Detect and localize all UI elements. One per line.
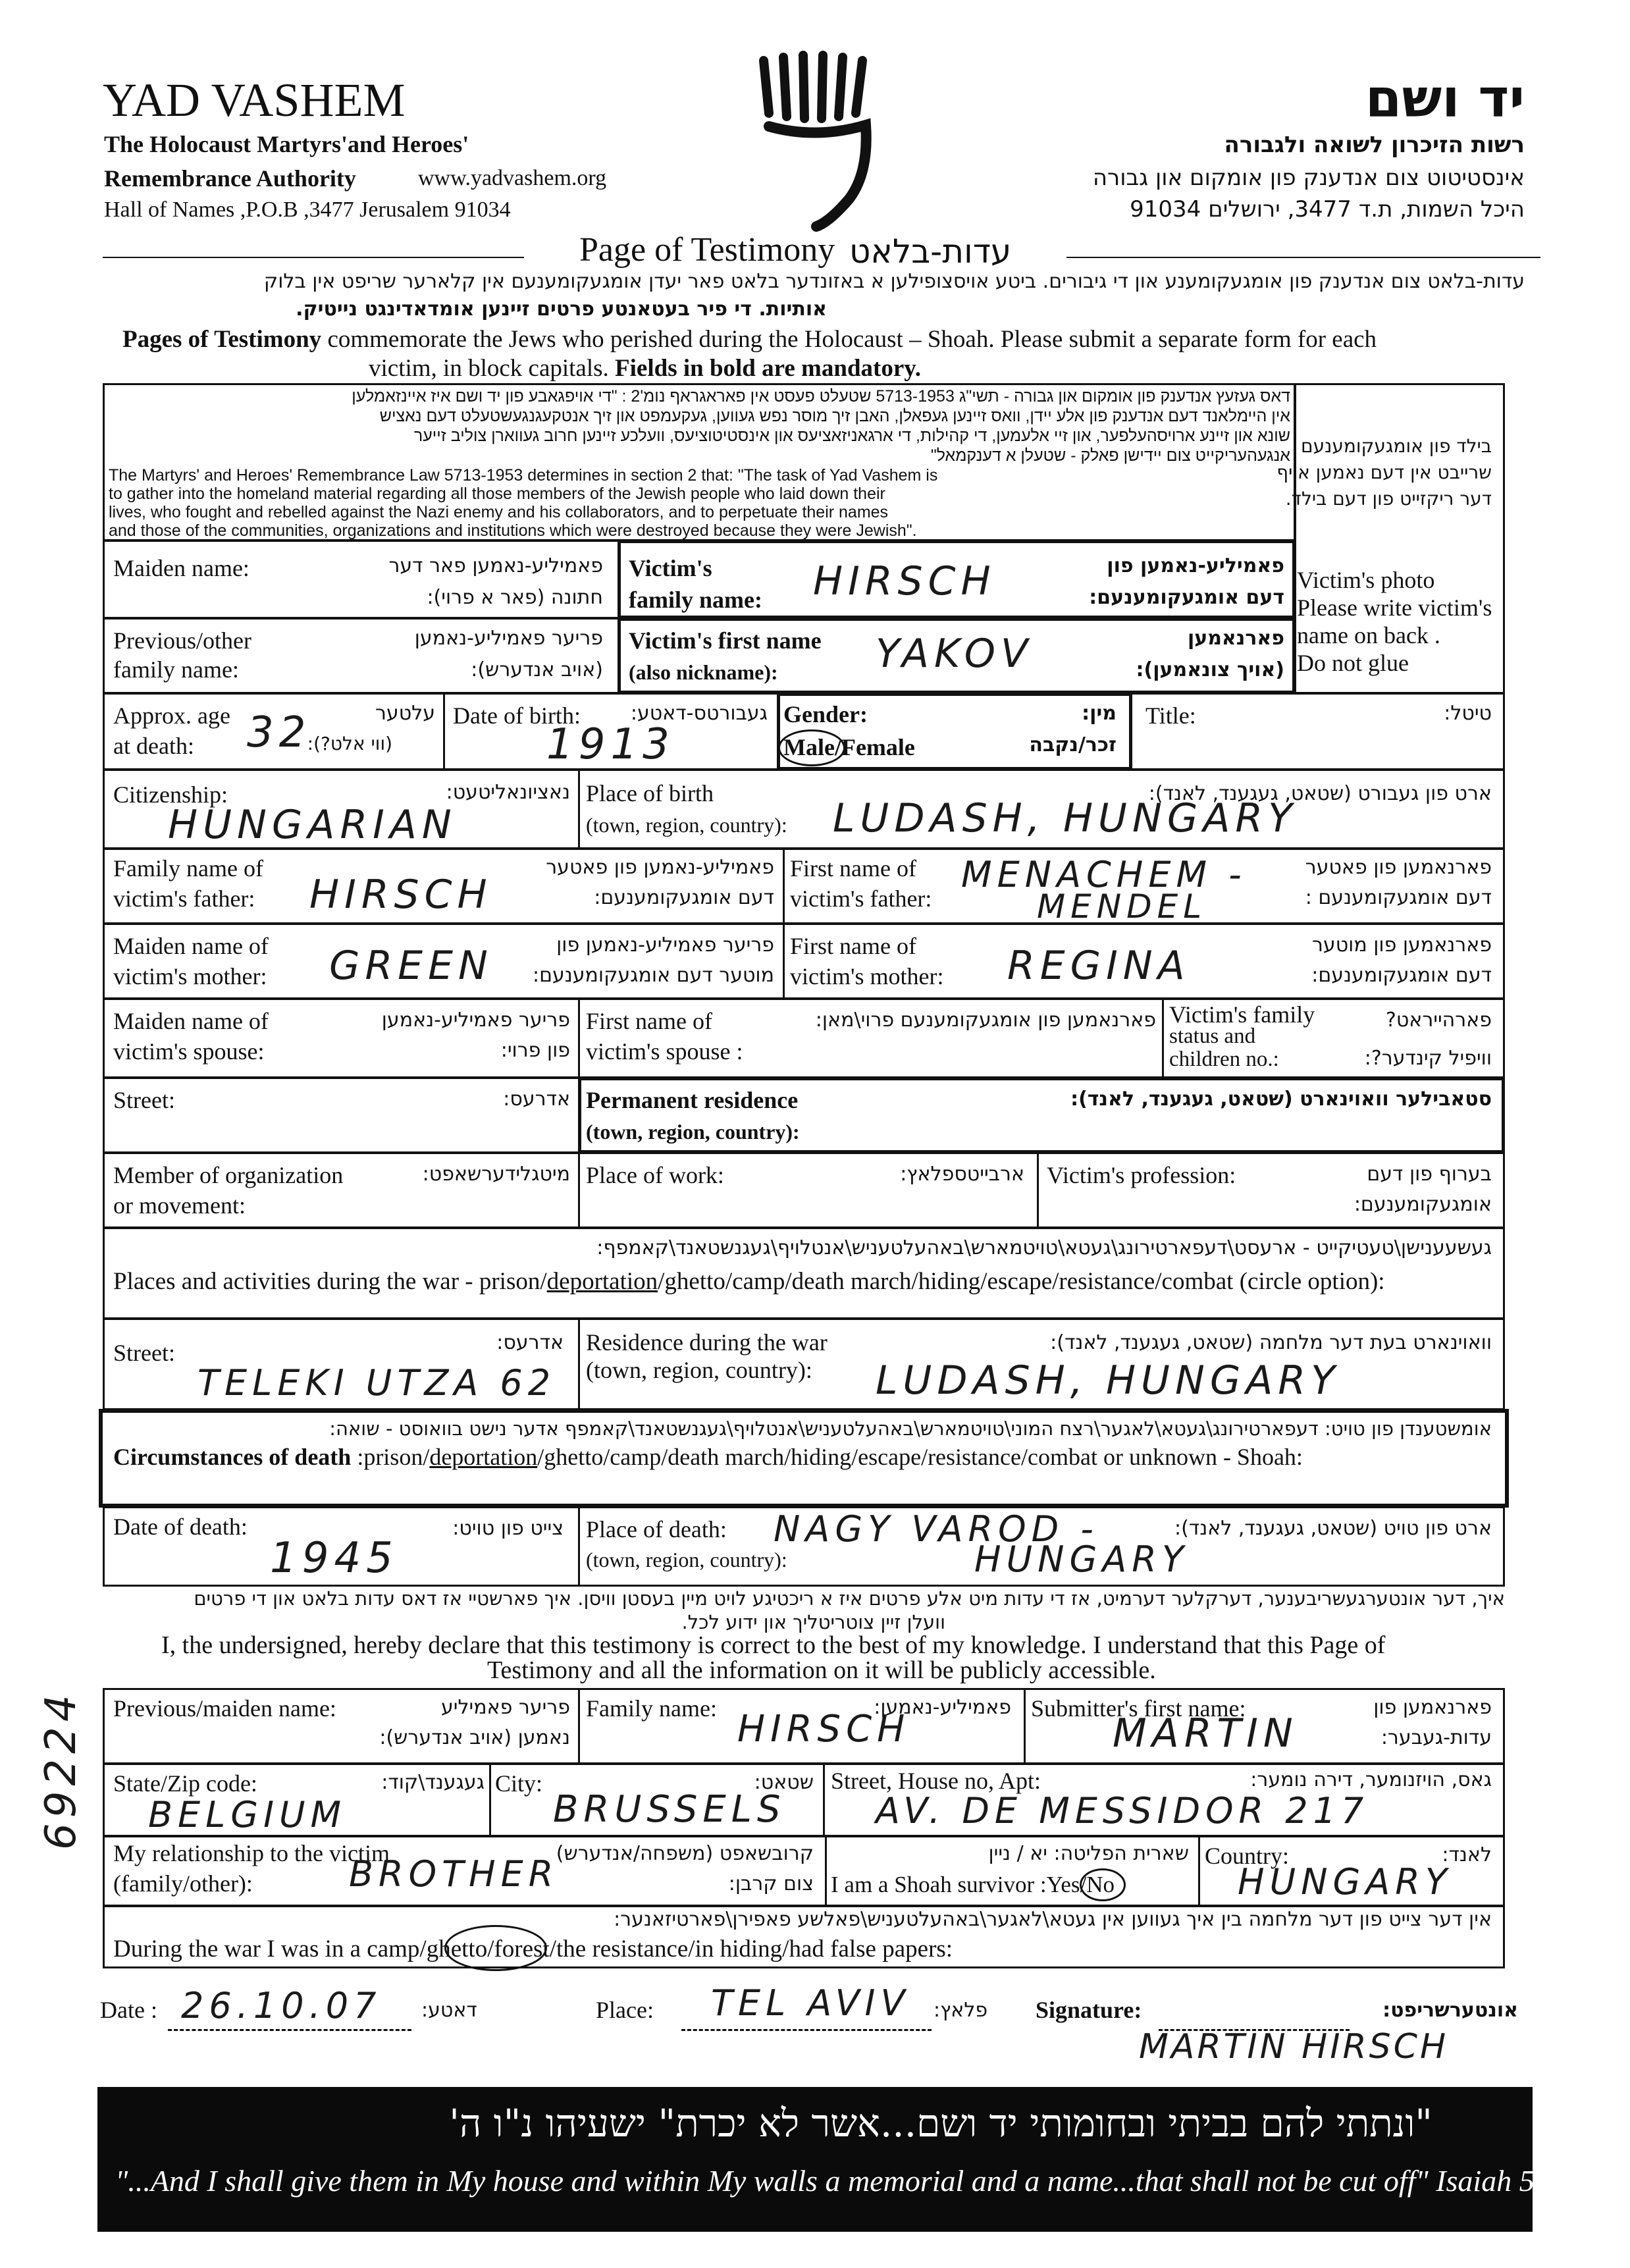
- sub-first-label: Submitter's first name:: [1031, 1695, 1246, 1722]
- mother-first-label1: First name of: [790, 933, 916, 959]
- victim-first-label1: Victim's first name: [629, 627, 822, 654]
- father-first-label1: First name of: [790, 855, 916, 882]
- survivor-yes-circle: [1080, 1868, 1126, 1901]
- mother-maiden-he2: מוטער דעם אומגעקומענעם:: [532, 964, 774, 987]
- street2-he: אדרעס:: [496, 1331, 564, 1354]
- victim-first-he1: פארנאמען: [1187, 627, 1284, 650]
- authority-hebrew: רשות הזיכרון לשואה ולגבורה: [1224, 132, 1525, 158]
- previous-family-he2: (אויב אנדערש):: [471, 658, 603, 681]
- sub-street-value[interactable]: AV. DE MESSIDOR 217: [876, 1790, 1369, 1832]
- age-he2: (ווי אלט?):: [307, 733, 392, 754]
- sub-date-he: דאטע:: [421, 1999, 477, 2022]
- sub-country-he: לאנד:: [1442, 1843, 1492, 1866]
- circumstances-bold: Circumstances of death: [113, 1444, 352, 1470]
- gender-he: מין:: [1082, 702, 1117, 725]
- war-places-he: געשעענישן\טעטיקייט - ארעסט\דעפארטירונג\געטא\טויטמארש\באהעלטעניש\אנטלויף\געגנשטאנד\קאמפף:: [596, 1236, 1492, 1259]
- war-places-en-c: /ghetto/camp/death march/hiding/escape/resistance/combat (circle option):: [658, 1268, 1385, 1295]
- spouse-first-he: פארנאמען פון אומגעקומענעם פרוי\מאן:: [815, 1009, 1156, 1032]
- citizenship-he: נאציונאליטעט:: [446, 781, 570, 804]
- age-he1: עלטער: [375, 702, 435, 725]
- circumstances-en: [113, 1443, 1303, 1471]
- intro-yiddish-2: אותיות. די פיר בעטאנטע פרטים זיינען אומדאדינגט נייטיק.: [296, 298, 827, 321]
- place-work-label: Place of work:: [586, 1162, 724, 1188]
- father-first-label2: victim's father:: [790, 885, 932, 912]
- sub-state-value[interactable]: BELGIUM: [148, 1794, 347, 1835]
- father-first-value2[interactable]: MENDEL: [1037, 887, 1207, 926]
- spouse-first-label1: First name of: [586, 1008, 712, 1034]
- sub-prev-maiden-label: Previous/maiden name:: [113, 1695, 336, 1722]
- father-first-he2: דעם אומגעקומענעם :: [1305, 886, 1492, 909]
- photo-en-2: Please write victim's: [1297, 594, 1492, 621]
- family-status-he2: וויפיל קינדער?:: [1364, 1047, 1492, 1070]
- age-label1: Approx. age: [113, 702, 230, 729]
- declaration-he1: איך, דער אונטערגעשריבענער, דערקלער דערמיט, אז די עדות מיט אלע פרטים איז א ריכטיגע לויט מיין בעסטן וויסן. איך פארשטיי אז דאס עדות בלאט און די פרטים: [194, 1587, 1505, 1610]
- declaration-he2: וועלן זיין צוטריטליך און ידוע לכל.: [681, 1611, 945, 1633]
- address-hebrew: היכל השמות, ת.ד 3477, ירושלים 91034: [1130, 196, 1525, 223]
- victim-family-he1: פאמיליע-נאמען פון: [1107, 554, 1284, 577]
- law-hebrew-2: אין היימלאנד דעם אנדענק פון אלע יידן, וואס זיינען געפאלן, האבן זיך מוסר נפש געווען, געקעמפט און זיך אנטקעגנגעשטעלט דעם נאציש: [379, 407, 1290, 425]
- intro-mandatory: Fields in bold are mandatory.: [615, 355, 921, 382]
- sub-place-he: פלאץ:: [933, 1999, 988, 2022]
- gender-label: Gender:: [783, 701, 868, 727]
- member-org-label1: Member of organization: [113, 1162, 344, 1188]
- street2-label: Street:: [113, 1340, 175, 1366]
- ghetto-circle: [444, 1925, 547, 1971]
- citizenship-label: Citizenship:: [113, 781, 228, 808]
- place-birth-he: ארט פון געבורט (שטאט, געגענד, לאנד):: [1148, 782, 1492, 805]
- member-org-label2: or movement:: [113, 1192, 246, 1219]
- address-en: Hall of Names ,P.O.B ,3477 Jerusalem 91034: [104, 198, 511, 222]
- street1-label: Street:: [113, 1087, 175, 1113]
- sub-prev-maiden-he2: נאמען (אויב אנדערש):: [379, 1726, 570, 1749]
- sub-relationship-label2: (family/other):: [113, 1870, 253, 1897]
- war-residence-label1: Residence during the war: [586, 1329, 828, 1356]
- sub-signature-value[interactable]: MARTIN HIRSCH: [1139, 2027, 1449, 2067]
- member-org-he: מיטגלידערשאפט:: [422, 1163, 570, 1186]
- residence-label1: Permanent residence: [586, 1087, 799, 1113]
- title-rule-left: [103, 257, 524, 258]
- victim-family-he2: דעם אומגעקומענעם:: [1089, 586, 1284, 609]
- page-title-hebrew: עדות-בלאט: [849, 232, 1012, 271]
- father-family-he1: פאמיליע-נאמען פון פאטער: [546, 856, 774, 879]
- org-name-hebrew: יד ושם: [1365, 68, 1525, 129]
- place-death-label2: (town, region, country):: [586, 1548, 787, 1571]
- family-status-he1: פארהייראט?: [1385, 1009, 1492, 1032]
- intro-english-2: [369, 354, 921, 383]
- photo-en-4: Do not glue: [1297, 650, 1409, 676]
- law-hebrew-4: אנגעהעריקייט צום יידישן פאלק - שטעלן א דענקמאל": [930, 446, 1290, 465]
- victim-first-label2: (also nickname):: [629, 660, 778, 684]
- yad-vashem-logo-text: YAD VASHEM: [103, 74, 406, 126]
- sub-date-value[interactable]: 26.10.07: [181, 1985, 382, 2026]
- spouse-maiden-label2: victim's spouse:: [113, 1038, 265, 1065]
- place-death-value2[interactable]: HUNGARY: [974, 1539, 1189, 1580]
- family-status-label2: status and: [1169, 1024, 1256, 1048]
- sub-survivor-en[interactable]: I am a Shoah survivor :Yes/No: [831, 1872, 1115, 1897]
- sub-date-label: Date :: [100, 1997, 157, 2023]
- family-status-label3: children no.:: [1169, 1047, 1279, 1071]
- sub-signature-label: Signature:: [1036, 1997, 1142, 2023]
- gender-he2: זכר/נקבה: [1029, 733, 1117, 756]
- war-residence-value[interactable]: LUDASH, HUNGARY: [876, 1358, 1340, 1404]
- yad-vashem-emblem-icon: [750, 41, 889, 232]
- yiddish-authority: אינסטיטוט צום אנדענק פון אומקום און גבורה: [1092, 165, 1525, 191]
- declaration-en1: I, the undersigned, hereby declare that this testimony is correct to the best of my knowledge. I understand that this Page of: [161, 1631, 1386, 1659]
- place-birth-label2: (town, region, country):: [586, 813, 787, 837]
- circumstances-deportation[interactable]: deportation: [429, 1444, 538, 1470]
- law-english-2: to gather into the homeland material regarding all those members of the Jewish people who laid down their: [109, 485, 885, 503]
- maiden-name-he1: פאמיליע-נאמען פאר דער: [388, 554, 603, 577]
- war-residence-he: וואוינארט בעת דער מלחמה (שטאט, געגענד, לאנד):: [1050, 1331, 1492, 1354]
- father-first-value1[interactable]: MENACHEM -: [961, 854, 1247, 895]
- mother-first-he2: דעם אומגעקומענעם:: [1311, 964, 1492, 987]
- banner-english: "...And I shall give them in My house and within My walls a memorial and a name...that shall not be cut off" Isaiah 56:5: [115, 2164, 1575, 2198]
- sub-city-label: City:: [495, 1770, 543, 1797]
- sub-state-he: געגענד\קוד:: [381, 1771, 485, 1794]
- sub-first-value[interactable]: MARTIN: [1113, 1710, 1298, 1756]
- title-label: Title:: [1145, 702, 1196, 729]
- mother-first-he1: פארנאמען פון מוטער: [1312, 934, 1492, 957]
- citizenship-value[interactable]: HUNGARIAN: [168, 802, 457, 848]
- law-english-3: lives, who fought and rebelled against the Nazi enemy and his collaborators, and to perpetuate their names: [109, 503, 889, 521]
- residence-label2: (town, region, country):: [586, 1120, 800, 1144]
- circumstances-he: אומשטענדן פון טויט: דעפארטירונג\געטא\לאגער\רצח המוני\טויטמארש\באהעלטעניש\אנטלויף\געגנשטאנד\קאמפף אדער נישט בוואוסט - שואה:: [329, 1417, 1492, 1440]
- mother-maiden-label1: Maiden name of: [113, 933, 269, 959]
- photo-en-3: name on back .: [1297, 622, 1440, 648]
- maiden-name-label: Maiden name:: [113, 555, 250, 581]
- law-hebrew-1: דאס געזעץ אנדענק פון אומקום און גבורה - תשי"ג 5713-1953 שטעלט פעסט אין פאראגראף נומ'2 : "די אויפגאבע פון יד ושם איז איינזאמלען: [352, 387, 1290, 406]
- sub-relationship-he2: צום קרבן:: [728, 1872, 814, 1895]
- mother-first-value[interactable]: REGINA: [1007, 943, 1190, 989]
- intro-text: commemorate the Jews who perished during the Holocaust – Shoah. Please submit a separate form for each: [321, 326, 1377, 353]
- mother-maiden-value[interactable]: GREEN: [329, 943, 493, 989]
- side-record-number: 69224: [37, 1689, 86, 1850]
- dob-label: Date of birth:: [453, 702, 581, 729]
- previous-family-he1: פריער פאמיליע-נאמען: [414, 627, 603, 650]
- sub-family-he: פאמיליע-נאמען:: [874, 1696, 1011, 1719]
- sub-family-value[interactable]: HIRSCH: [737, 1708, 910, 1751]
- circumstances-en-b: :prison/: [351, 1444, 430, 1470]
- sub-street-he: גאס, הויזנומער, דירה נומער:: [1250, 1768, 1492, 1791]
- circumstances-en-d: /ghetto/camp/death march/hiding/escape/resistance/combat or unknown - Shoah:: [537, 1444, 1303, 1470]
- victim-family-label2: family name:: [629, 587, 762, 613]
- war-residence-label2: (town, region, country):: [586, 1357, 812, 1383]
- father-first-he1: פארנאמען פון פאטער: [1305, 856, 1492, 879]
- authority-line2: Remembrance Authority: [104, 165, 356, 192]
- intro-bold: Pages of Testimony: [122, 326, 322, 353]
- authority-line1: The Holocaust Martyrs'and Heroes': [104, 131, 469, 157]
- banner-hebrew: "ונתתי להם בביתי ובחומותי יד ושם...אשר לא יכרת" ישעיהו נ"ו ה': [449, 2101, 1433, 2146]
- date-death-value[interactable]: 1945: [270, 1534, 398, 1583]
- sub-during-war-en[interactable]: During the war I was in a camp/ghetto/forest/the resistance/in hiding/had false papers:: [113, 1936, 953, 1963]
- date-death-label: Date of death:: [113, 1514, 248, 1540]
- sub-country-label: Country:: [1205, 1843, 1290, 1869]
- law-english-4: and those of the communities, organizations and institutions which were destroyed because they were Jewish".: [109, 521, 917, 540]
- title-rule-right: [1066, 257, 1540, 258]
- spouse-maiden-he1: פריער פאמיליע-נאמען: [381, 1009, 570, 1032]
- mother-first-label2: victim's mother:: [790, 963, 944, 989]
- spouse-first-label2: victim's spouse :: [586, 1038, 743, 1065]
- gender-male-circle: [778, 729, 845, 766]
- sub-country-value[interactable]: HUNGARY: [1238, 1861, 1452, 1903]
- war-places-en: [113, 1268, 1385, 1296]
- sub-state-label: State/Zip code:: [113, 1770, 257, 1797]
- sub-signature-he: אונטערשריפט:: [1382, 1999, 1518, 2022]
- place-birth-label1: Place of birth: [586, 780, 714, 806]
- sub-relationship-label1: My relationship to the victim: [113, 1840, 390, 1866]
- victim-first-value[interactable]: YAKOV: [876, 631, 1034, 677]
- gender-options[interactable]: Male/Female: [783, 734, 915, 760]
- spouse-maiden-label1: Maiden name of: [113, 1008, 269, 1034]
- intro-yiddish-1: עדות-בלאט צום אנדענק פון אומגעקומענע און די גיבורים. ביטע אויסצופילען א באזונדער בלאט פאר יעדן אומגעקומענעם אין קלארער שריפט אין בלוק: [263, 270, 1525, 293]
- war-places-deportation[interactable]: deportation: [546, 1268, 658, 1295]
- previous-family-label1: Previous/other: [113, 627, 251, 654]
- mother-maiden-label2: victim's mother:: [113, 963, 267, 989]
- victim-family-label1: Victim's: [629, 555, 712, 581]
- sub-family-label: Family name:: [586, 1695, 717, 1722]
- dob-he: געבורטס-דאטע:: [630, 702, 768, 725]
- photo-hebrew-1: בילד פון אומגעקומענעם: [1301, 435, 1492, 457]
- sub-place-label: Place:: [596, 1997, 654, 2023]
- date-death-he: צייט פון טויט:: [452, 1517, 564, 1540]
- sub-relationship-he1: קרובשאפט (משפחה/אנדערש): [556, 1842, 814, 1865]
- father-family-label1: Family name of: [113, 855, 263, 882]
- age-value[interactable]: 32: [247, 708, 311, 757]
- photo-hebrew-3: דער ריקזייט פון דעם בילד.: [1285, 488, 1492, 510]
- law-english-1: The Martyrs' and Heroes' Remembrance Law 5713-1953 determines in section 2 that: "The task of Yad Vashem is: [109, 466, 938, 485]
- sub-relationship-value[interactable]: BROTHER: [349, 1853, 559, 1895]
- age-label2: at death:: [113, 733, 194, 759]
- sub-first-he1: פארנאמען פון: [1373, 1696, 1492, 1719]
- family-status-label1: Victim's family: [1169, 1001, 1315, 1028]
- law-hebrew-3: שונא און זיינע ארויסהעלפער, און זיי אלעמען, די קהילות, די ארגאניזאציעס און אינסטיטוציעס, וועלכע זיינען חרוב געווארן צוליב זייער: [413, 427, 1290, 445]
- profession-he1: בערוף פון דעם: [1367, 1163, 1492, 1186]
- profession-he2: אומגעקומענעם:: [1354, 1193, 1492, 1216]
- title-he: טיטל:: [1444, 702, 1492, 725]
- sub-city-he: שטאט:: [754, 1771, 814, 1794]
- place-death-value1[interactable]: NAGY VAROD -: [774, 1508, 1099, 1550]
- declaration-en2: Testimony and all the information on it will be publicly accessible.: [487, 1656, 1156, 1684]
- sub-place-line: [681, 2029, 932, 2031]
- father-family-value[interactable]: HIRSCH: [309, 872, 492, 918]
- spouse-maiden-he2: פון פרוי:: [500, 1039, 570, 1062]
- photo-en-1: Victim's photo: [1297, 567, 1435, 593]
- residence-he: סטאבילער וואוינארט (שטאט, געגענד, לאנד):: [1070, 1088, 1492, 1111]
- previous-family-label2: family name:: [113, 656, 239, 683]
- sub-city-value[interactable]: BRUSSELS: [553, 1788, 786, 1831]
- sub-during-war-he: אין דער צייט פון דער מלחמה בין איך געווען אין געטא\לאגער\באהעלטעניש\פאלשע פאפירן\פארטיזאנער:: [614, 1908, 1492, 1931]
- place-work-he: ארבייטספלאץ:: [900, 1163, 1024, 1186]
- mother-maiden-he1: פריער פאמיליע-נאמען פון: [556, 934, 774, 957]
- intro-english-1: [122, 325, 1377, 354]
- sub-date-line: [168, 2029, 411, 2031]
- place-birth-value[interactable]: LUDASH, HUNGARY: [833, 795, 1298, 841]
- place-death-label1: Place of death:: [586, 1516, 727, 1543]
- street2-value[interactable]: TELEKI UTZA 62: [197, 1362, 556, 1404]
- war-places-en-a: Places and activities during the war - prison/: [113, 1268, 547, 1295]
- place-death-he: ארט פון טויט (שטאט, געגענד, לאנד):: [1174, 1517, 1492, 1540]
- maiden-name-he2: חתונה (פאר א פרוי):: [427, 586, 603, 609]
- sub-prev-maiden-he1: פריער פאמיליע: [440, 1696, 570, 1719]
- profession-label: Victim's profession:: [1047, 1162, 1236, 1188]
- page-title: Page of Testimony: [579, 231, 835, 269]
- father-family-label2: victim's father:: [113, 885, 255, 912]
- intro-text-2: victim, in block capitals.: [369, 355, 616, 382]
- website-link[interactable]: www.yadvashem.org: [418, 166, 607, 190]
- victim-family-value[interactable]: HIRSCH: [813, 558, 996, 604]
- street1-he: אדרעס:: [503, 1088, 570, 1111]
- victim-first-he2: (אויך צונאמען):: [1136, 658, 1284, 681]
- sub-street-label: Street, House no, Apt:: [831, 1768, 1041, 1794]
- sub-survivor-he: שארית הפליטה: יא / ניין: [988, 1842, 1189, 1865]
- father-family-he2: דעם אומגעקומענעם:: [594, 886, 774, 909]
- sub-place-value[interactable]: TEL AVIV: [711, 1982, 910, 2024]
- dob-value[interactable]: 1913: [546, 720, 675, 769]
- photo-hebrew-2: שרייבט אין דעם נאמען אויף: [1276, 462, 1492, 483]
- sub-first-he2: עדות-געבער:: [1380, 1726, 1492, 1749]
